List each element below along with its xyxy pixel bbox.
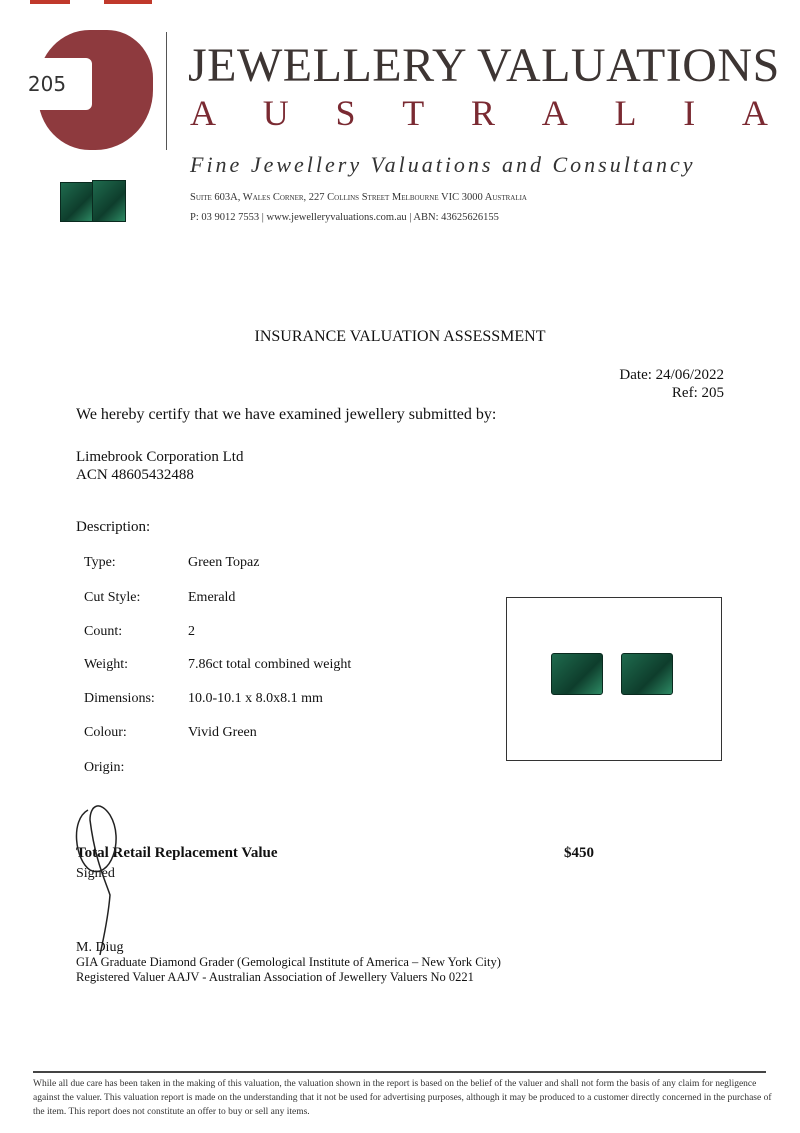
red-tape: [30, 0, 70, 4]
valuer-block: [76, 940, 501, 985]
gem-photo: [506, 597, 722, 761]
contact-line: P: 03 9012 7553 | www.jewelleryvaluations.com.au | ABN: 43625626155: [190, 212, 499, 223]
company-country: [190, 92, 768, 134]
footer-divider: [33, 1071, 766, 1073]
letter: A: [190, 93, 216, 133]
certify-statement: We hereby certify that we have examined jewellery submitted by:: [76, 406, 497, 423]
letter: A: [741, 93, 768, 133]
disclaimer: While all due care has been taken in the making of this valuation, the valuation shown in the report is based on the belief of the valuer and shall not form the basis of any claim for negligence against the valuer. This valuation report is made on the understanding that it not be used for advertising purposes, although it may be produced to a customer directly concerned in the purchase of the item. This report does not constitute an offer to buy or sell any items.: [33, 1079, 772, 1117]
value-amount: $450: [564, 845, 594, 861]
client-acn: ACN 48605432488: [76, 467, 194, 483]
field-cut-style: [84, 590, 235, 606]
field-value: Vivid Green: [188, 725, 257, 740]
gem-image: [621, 653, 673, 695]
valuer-credential: Registered Valuer AAJV - Australian Association of Jewellery Valuers No 0221: [76, 970, 474, 984]
field-type: [84, 555, 259, 571]
field-value: 7.86ct total combined weight: [188, 657, 352, 672]
value-label: Total Retail Replacement Value: [76, 845, 278, 861]
field-label: Count:: [84, 624, 123, 639]
description-label: Description:: [76, 519, 151, 535]
field-label: Cut Style:: [84, 590, 141, 605]
field-label: Weight:: [84, 657, 128, 672]
field-count: [84, 624, 195, 640]
field-value: 2: [188, 624, 195, 639]
field-weight: [84, 657, 351, 673]
client-block: [76, 448, 243, 484]
valuer-name: M. Diug: [76, 940, 124, 955]
letter: L: [614, 93, 637, 133]
field-label: Colour:: [84, 725, 127, 740]
company-name: JEWELLERY VALUATIONS: [188, 39, 780, 92]
letter: U: [262, 93, 289, 133]
letter: R: [470, 93, 495, 133]
gem-thumbnail: [60, 182, 94, 222]
address: Suite 603A, Wales Corner, 227 Collins Street Melbourne VIC 3000 Australia: [190, 192, 527, 203]
date: Date: 24/06/2022: [619, 367, 724, 383]
letter: I: [683, 93, 696, 133]
field-value: Green Topaz: [188, 555, 260, 570]
tagline: Fine Jewellery Valuations and Consultancy: [190, 152, 696, 177]
field-origin: [84, 760, 188, 776]
field-label: Origin:: [84, 760, 125, 775]
reference-tag: 205: [2, 58, 92, 110]
field-value: 10.0-10.1 x 8.0x8.1 mm: [188, 691, 323, 706]
field-label: Dimensions:: [84, 691, 155, 706]
gem-thumbnail: [92, 180, 126, 222]
date-ref: [619, 366, 724, 402]
field-value: Emerald: [188, 590, 236, 605]
letter: A: [541, 93, 568, 133]
document-title: INSURANCE VALUATION ASSESSMENT: [254, 328, 546, 345]
signature: [70, 800, 130, 960]
reference: Ref: 205: [671, 385, 724, 401]
letter: T: [402, 93, 425, 133]
valuer-credential: GIA Graduate Diamond Grader (Gemological Institute of America – New York City): [76, 955, 501, 969]
divider: [166, 32, 167, 150]
field-colour: [84, 725, 257, 741]
red-tape: [104, 0, 152, 4]
gem-image: [551, 653, 603, 695]
signed-label: Signed: [76, 866, 115, 881]
field-label: Type:: [84, 555, 116, 570]
client-name: Limebrook Corporation Ltd: [76, 449, 244, 465]
letter: S: [335, 93, 356, 133]
field-dimensions: [84, 691, 323, 707]
